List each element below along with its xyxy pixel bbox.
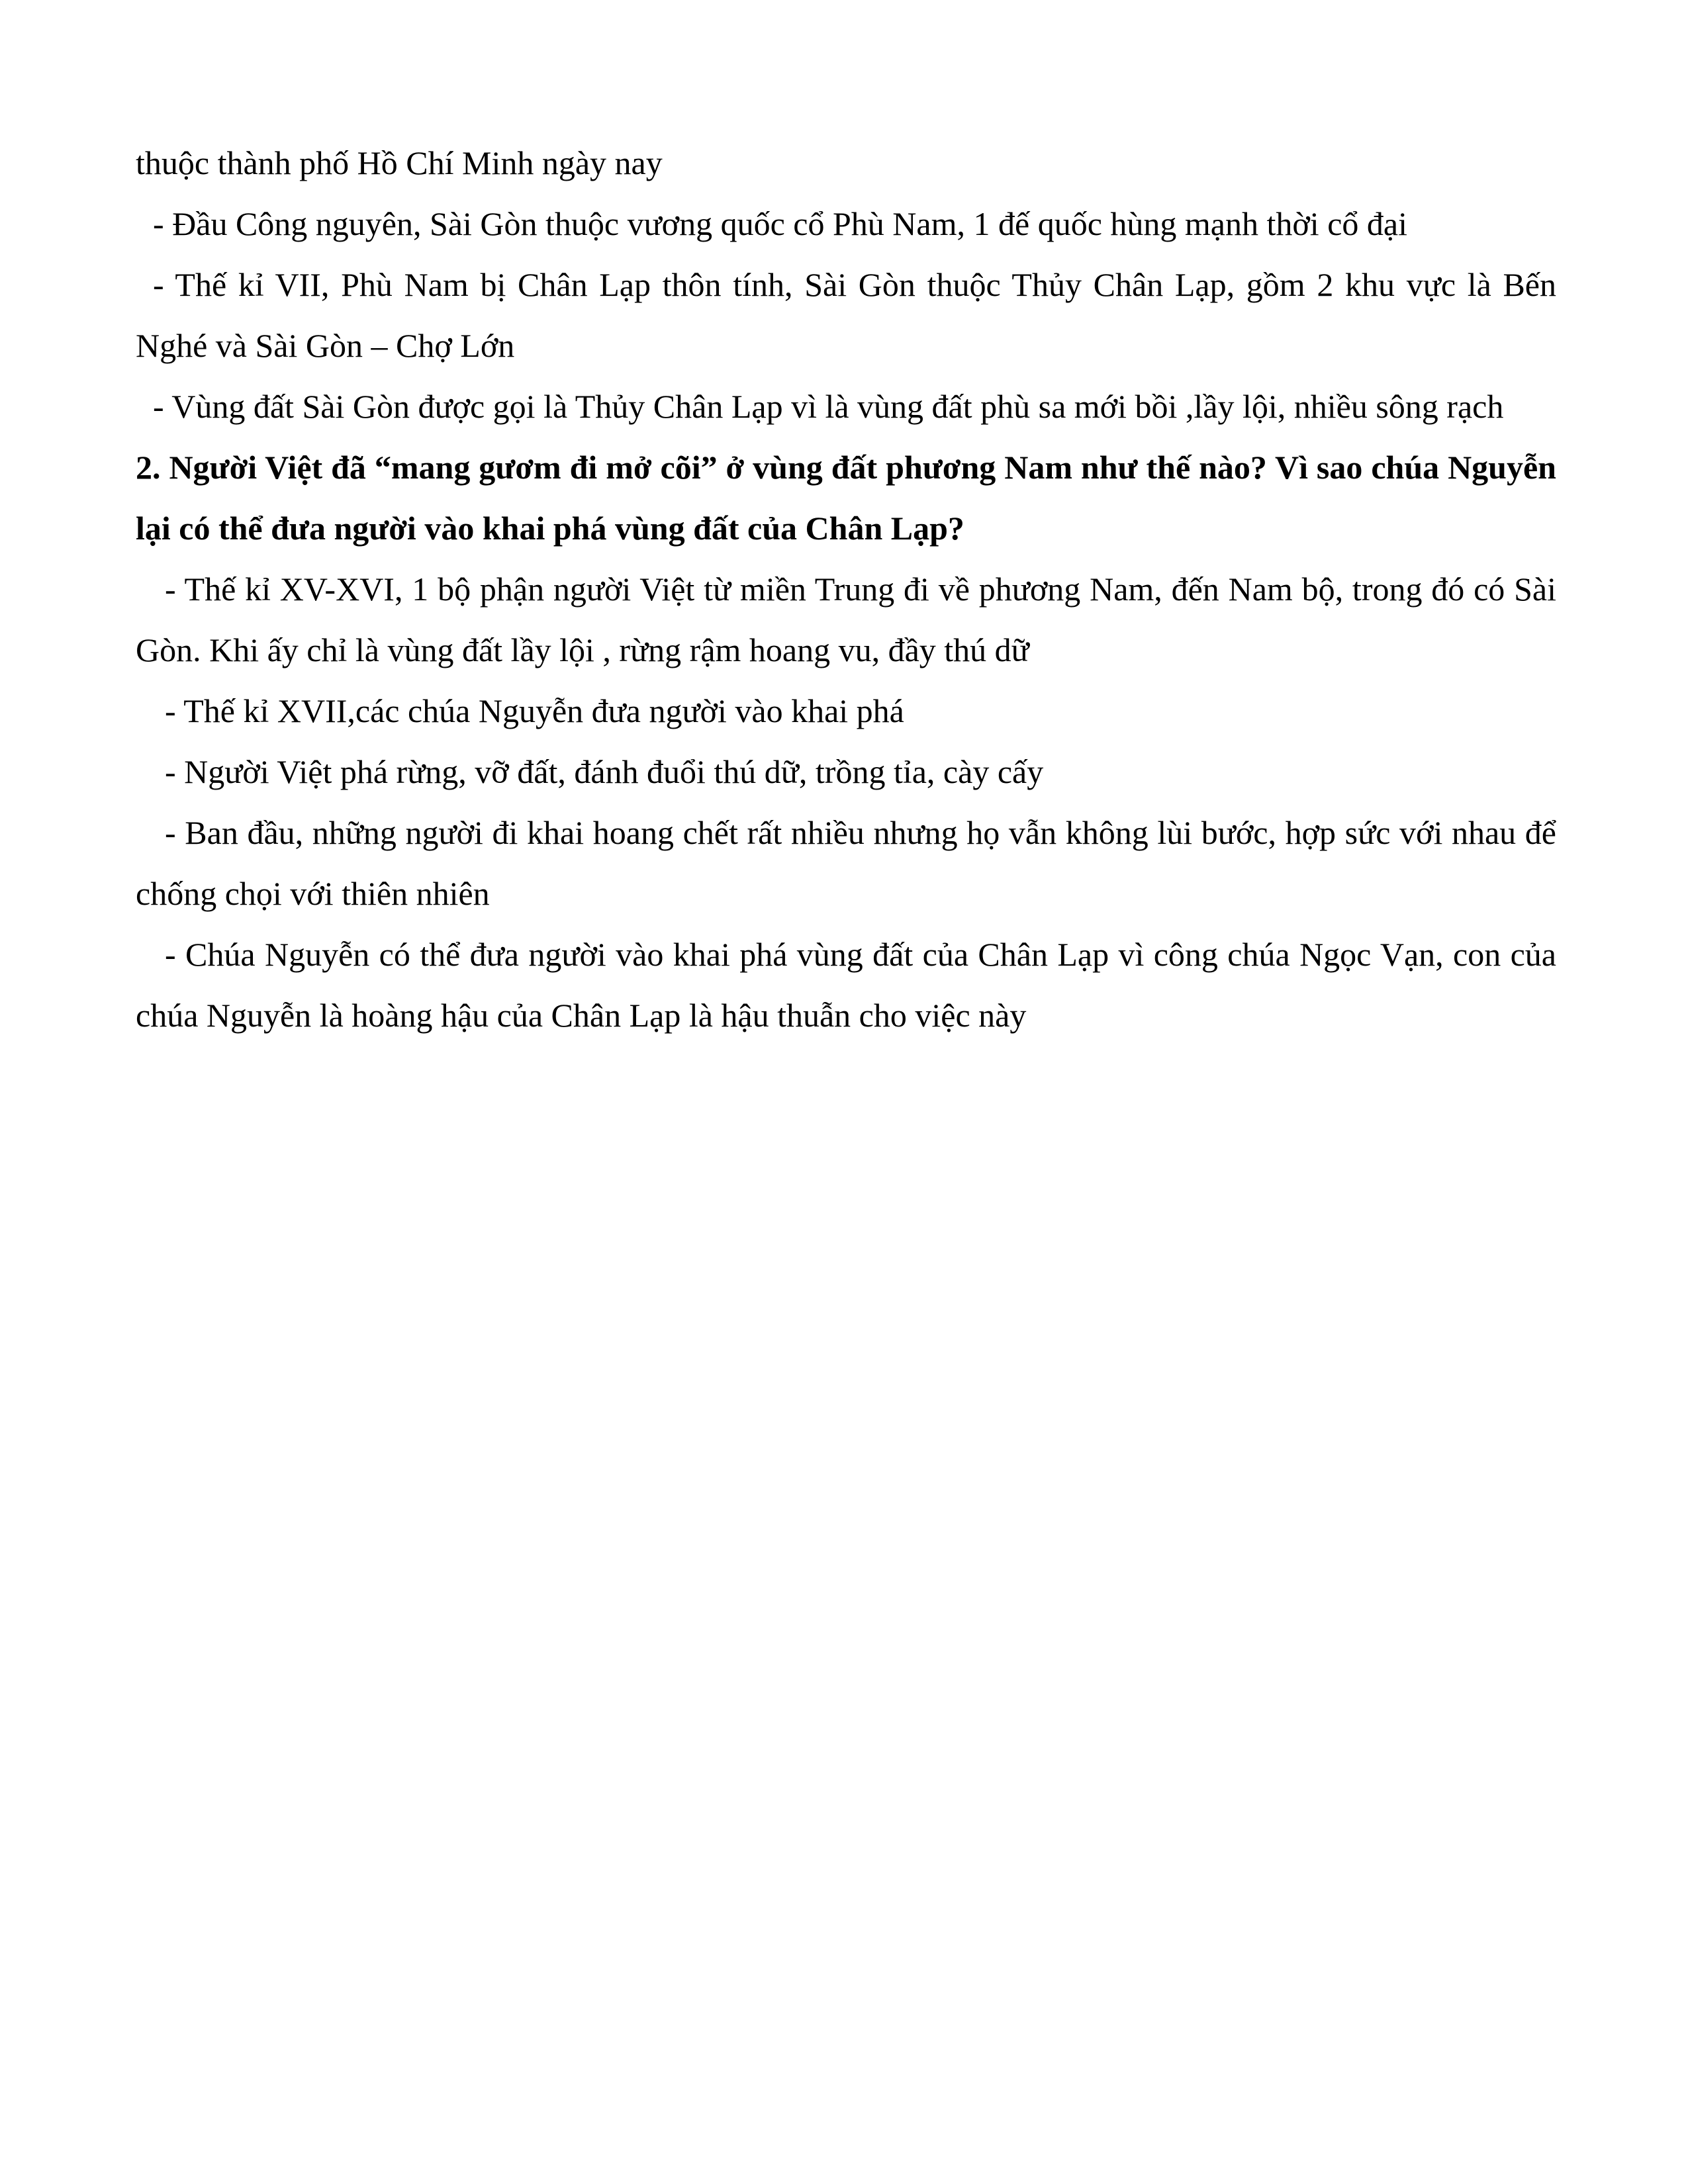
document-body	[136, 132, 1556, 1046]
answer-bullet-2: - Thế kỉ XVII,các chúa Nguyễn đưa người vào khai phá	[165, 692, 904, 729]
answer-bullet-5: - Chúa Nguyễn có thể đưa người vào khai phá vùng đất của Chân Lạp vì công chúa Ngọc Vạn, con của chúa Nguyễn là hoàng hậu của Chân Lạp là hậu thuẫn cho việc này	[136, 936, 1556, 1034]
question-heading: 2. Người Việt đã “mang gươm đi mở cõi” ở vùng đất phương Nam như thế nào? Vì sao chúa Nguyễn lại có thể đưa người vào khai phá vùng đất của Chân Lạp?	[136, 449, 1556, 547]
answer-bullet-4: - Ban đầu, những người đi khai hoang chết rất nhiều nhưng họ vẫn không lùi bước, hợp sức với nhau để chống chọi với thiên nhiên	[136, 814, 1556, 912]
paragraph-bullet-thuy-chan-lap: - Vùng đất Sài Gòn được gọi là Thủy Chân Lạp vì là vùng đất phù sa mới bồi ,lầy lội, nhiều sông rạch	[153, 388, 1504, 425]
paragraph-bullet-chan-lap: - Thế kỉ VII, Phù Nam bị Chân Lạp thôn tính, Sài Gòn thuộc Thủy Chân Lạp, gồm 2 khu vực là Bến Nghé và Sài Gòn – Chợ Lớn	[136, 266, 1556, 364]
paragraph-continuation: thuộc thành phố Hồ Chí Minh ngày nay	[136, 144, 663, 181]
answer-bullet-1: - Thế kỉ XV-XVI, 1 bộ phận người Việt từ miền Trung đi về phương Nam, đến Nam bộ, trong đó có Sài Gòn. Khi ấy chỉ là vùng đất lầy lội , rừng rậm hoang vu, đầy thú dữ	[136, 570, 1556, 668]
paragraph-bullet-phu-nam: - Đầu Công nguyên, Sài Gòn thuộc vương quốc cổ Phù Nam, 1 đế quốc hùng mạnh thời cổ đại	[153, 205, 1407, 242]
answer-bullet-3: - Người Việt phá rừng, vỡ đất, đánh đuổi thú dữ, trồng tỉa, cày cấy	[165, 753, 1044, 790]
